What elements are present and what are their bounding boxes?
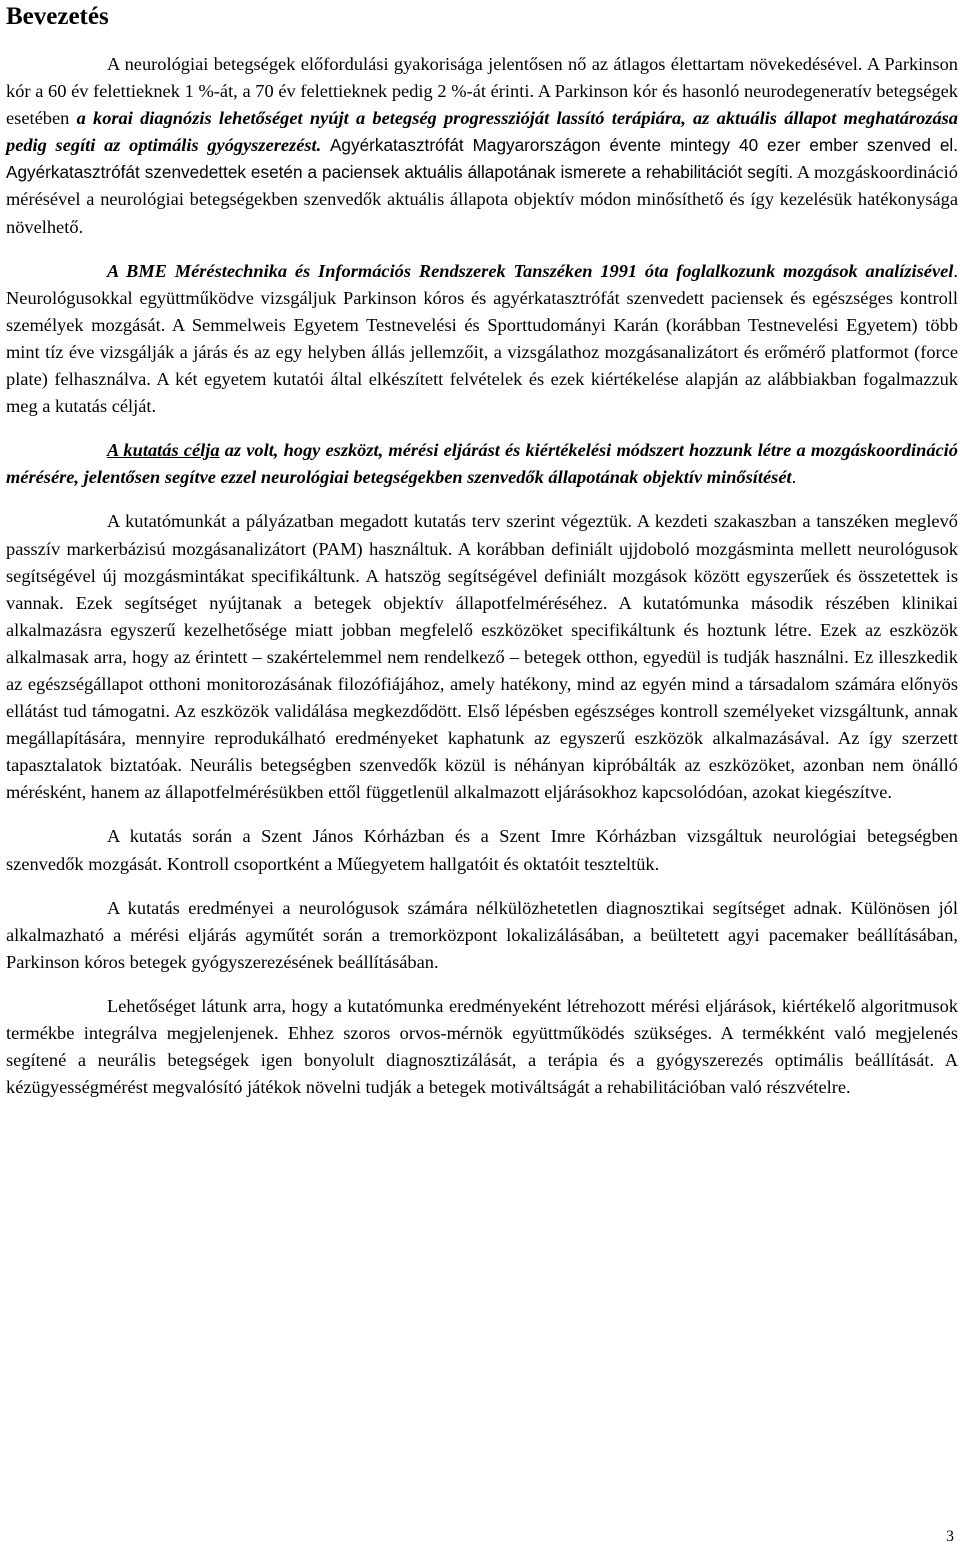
paragraph-4: A kutatómunkát a pályázatban megadott kutatás terv szerint végeztük. A kezdeti szakaszban a tanszéken meglevő passzív markerbázisú mozgásanalizátort (PAM) használtuk. A korábban definiált ujjdoboló mozgásminta mellett neurológusok segítségével új mozgásmintákat specifikáltunk. A hatszög segítségével definiált mozgások között egyszerűek és összetettek is vannak. Ezek segítséget nyújtanak a betegek objektív állapotfelméréséhez. A kutatómunka második részében klinikai alkalmazásra egyszerű kezelhetősége miatt jobban megfelelő eszközöket specifikáltunk és hoztunk létre. Ezek az eszközök alkalmasak arra, hogy az érintett – szakértelemmel nem rendelkező – betegek otthon, egyedül is tudják használni. Ez illeszkedik az egészségállapot otthoni monitorozásának filozófiájához, amely hatékony, mind az egyén mind a társadalom számára előnyös ellátást tud támogatni. Az eszközök validálása megkezdődött. Első lépésben egészséges kontroll személyeket vizsgáltunk, annak megállapítására, mennyire reprodukálható eredményeket kaphatunk az egyszerű eszközök alkalmazásával. Az így szerzett tapasztalatok biztatóak. Neurális betegségben szenvedők közül is néhányan kipróbálták az eszközöket, azonban nem önálló mérésként, hanem az állapotfelmérésükben ettől függetlenül alkalmazott eljárásokhoz kapcsolódóan, azokat kiegészítve. bbox=[6, 511, 958, 803]
p1-emphasis: a korai diagnózis lehetőséget nyújt a betegség progresszióját lassító terápiára, az aktuális állapot meghatározása pedig segíti az optimális gyógyszerezést. bbox=[6, 108, 958, 156]
p3-period: . bbox=[791, 467, 797, 488]
p1-sentence-4: Agyérkatasztrófát Magyarországon évente mintegy 40 ezer ember szenved el. Agyérkatasztrófát szenvedettek esetén a paciensek aktuális állapotának ismerete a rehabilitációt segíti. bbox=[6, 135, 958, 183]
p3-aim-statement bbox=[6, 440, 958, 487]
p2-emphasis: A BME Méréstechnika és Információs Rendszerek Tanszéken 1991 óta foglalkozunk mozgások analízisével bbox=[107, 260, 954, 281]
p3-aim-underlined: A kutatás célja bbox=[107, 440, 220, 461]
p3-aim-text: A kutatás célja az volt, hogy eszközt, mérési eljárást és kiértékelési módszert hozzunk létre a mozgáskoordináció mérésére, jelentősen segítve ezzel neurológiai betegségekben szenvedők állapotának objektív minősítését bbox=[6, 440, 958, 488]
p1-sentence-5: A mozgáskoordináció mérésével a neurológiai betegségekben szenvedők aktuális állapota objektív módon minősíthető és így kezelésük hatékonysága növelhető. bbox=[6, 162, 958, 237]
paragraph-7: Lehetőséget látunk arra, hogy a kutatómunka eredményeként létrehozott mérési eljárások, kiértékelő algoritmusok termékbe integrálva megjelenjenek. Ehhez szoros orvos-mérnök együttműködés szükséges. A termékként való megjelenés segítené a neurális betegségek igen bonyolult diagnosztizálását, a terápia és a gyógyszerezés optimális beállítását. A kézügyességmérést megvalósító játékok növelni tudják a betegek motiváltságát a rehabilitációban való részvételre. bbox=[6, 995, 958, 1098]
p1-sentence-2: A Parkinson kór és hasonló neurodegeneratív betegségek esetében bbox=[6, 81, 958, 129]
section-heading: Bevezetés bbox=[6, 3, 109, 30]
p1-sentence-1: A neurológiai betegségek előfordulási gyakorisága jelentősen nő az átlagos élettartam növekedésével. A Parkinson kór a 60 év felettieknek 1 %-át, a 70 év felettieknek pedig 2 %-át érinti. bbox=[6, 54, 958, 102]
p2-text: . Neurológusokkal együttműködve vizsgáljuk Parkinson kóros és agyérkatasztrófát szenvedett paciensek és egészséges kontroll személyek mozgását. A Semmelweis Egyetem Testnevelési és Sporttudományi Karán (korábban Testnevelési Egyetem) több mint tíz éve vizsgálják a járás és az egy helyben állás jellemzőit, a vizsgálathoz mozgásanalizátort és erőmérő platformot (force plate) felhasználva. A két egyetem kutatói által elkészített felvételek és ezek kiértékelése alapján az alábbiakban fogalmazzuk meg a kutatás célját. bbox=[6, 260, 958, 417]
paragraph-6: A kutatás eredményei a neurológusok számára nélkülözhetetlen diagnosztikai segítséget adnak. Különösen jól alkalmazható a mérési eljárás agyműtét során a tremorközpont lokalizálásában, a beültetett agyi pacemaker beállításában, Parkinson kóros betegek gyógyszerezésének beállításában. bbox=[6, 897, 958, 972]
paragraph-1 bbox=[6, 51, 958, 241]
body-text bbox=[6, 51, 958, 1118]
paragraph-5: A kutatás során a Szent János Kórházban és a Szent Imre Kórházban vizsgáltuk neurológiai betegségben szenvedők mozgását. Kontroll csoportként a Műegyetem hallgatóit és oktatóit teszteltük. bbox=[6, 826, 958, 874]
paragraph-2 bbox=[6, 258, 958, 421]
paragraph-3 bbox=[6, 437, 958, 491]
page-number: 3 bbox=[946, 1528, 954, 1545]
